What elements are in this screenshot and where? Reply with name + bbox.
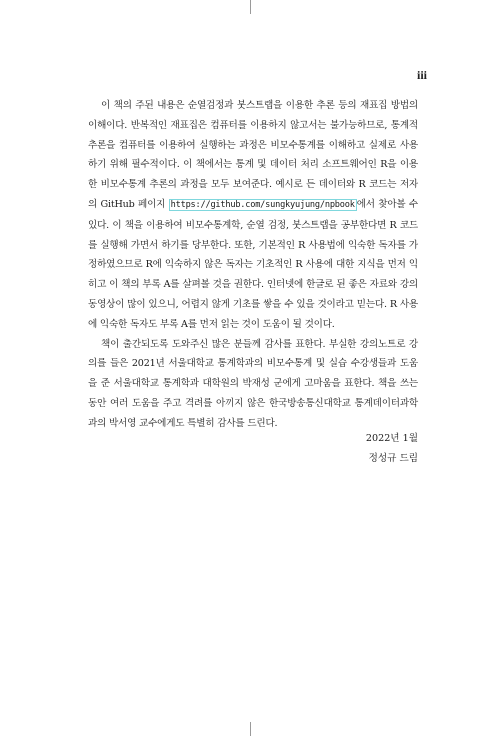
signature-date: 2022년 1월 (365, 433, 418, 444)
page-number: iii (416, 68, 427, 82)
preface-body (88, 96, 418, 434)
github-link[interactable]: https://github.com/sungkyujung/npbook (170, 199, 355, 210)
paragraph-acknowledgements: 책이 출간되도록 도와주신 많은 분들께 감사를 표한다. 부실한 강의노트로 강의를 들은 2021년 서울대학교 통계학과의 비모수통계 및 실습 수강생들과 도움을 준 서울대학교 통계학과 대학원의 박재성 군에게 고마움을 표한다. 책을 쓰는 동안 여러 도움을 주고 격려를 아끼지 않은 한국방송통신대학교 통계데이터과학과의 박서영 교수에게도 특별히 감사를 드린다. (88, 338, 418, 429)
paragraph-intro-text-continued: 에서 찾아볼 수 있다. 이 책을 이용하여 비모수통계학, 순열 검정, 붓스트랩을 공부한다면 R 코드를 실행해 가면서 하기를 당부한다. 또한, 기본적인 R 사용법에 익숙한 독자를 가정하였으므로 R에 익숙하지 않은 독자는 기초적인 R 사용에 대한 지식을 먼저 익히고 이 책의 부록 A를 살펴볼 것을 권한다. 인터넷에 한글로 된 좋은 자료와 강의 동영상이 많이 있으니, 어렵지 않게 기초를 쌓을 수 있을 것이라고 믿는다. R 사용에 익숙한 독자도 부록 A를 먼저 읽는 것이 도움이 될 것이다. (88, 198, 418, 330)
crop-mark-bottom (250, 722, 251, 736)
crop-mark-top (250, 0, 251, 14)
paragraph-intro (88, 96, 418, 335)
paragraph-intro-text: 이 책의 주된 내용은 순열검정과 붓스트랩을 이용한 추론 등의 재표집 방법의 이해이다. 반복적인 재표집은 컴퓨터를 이용하지 않고서는 불가능하므로, 통계적 추론을 컴퓨터를 이용하여 실행하는 과정은 비모수통계를 이해하고 실제로 사용하기 위해 필수적이다. 이 책에서는 통계 및 데이터 처리 소프트웨어인 R을 이용한 비모수통계 추론의 과정을 모두 보여준다. 예시로 든 데이터와 R 코드는 저자의 GitHub 페이지 (88, 100, 418, 210)
signature-author: 정성규 드림 (368, 453, 418, 464)
signature-block (366, 429, 418, 469)
